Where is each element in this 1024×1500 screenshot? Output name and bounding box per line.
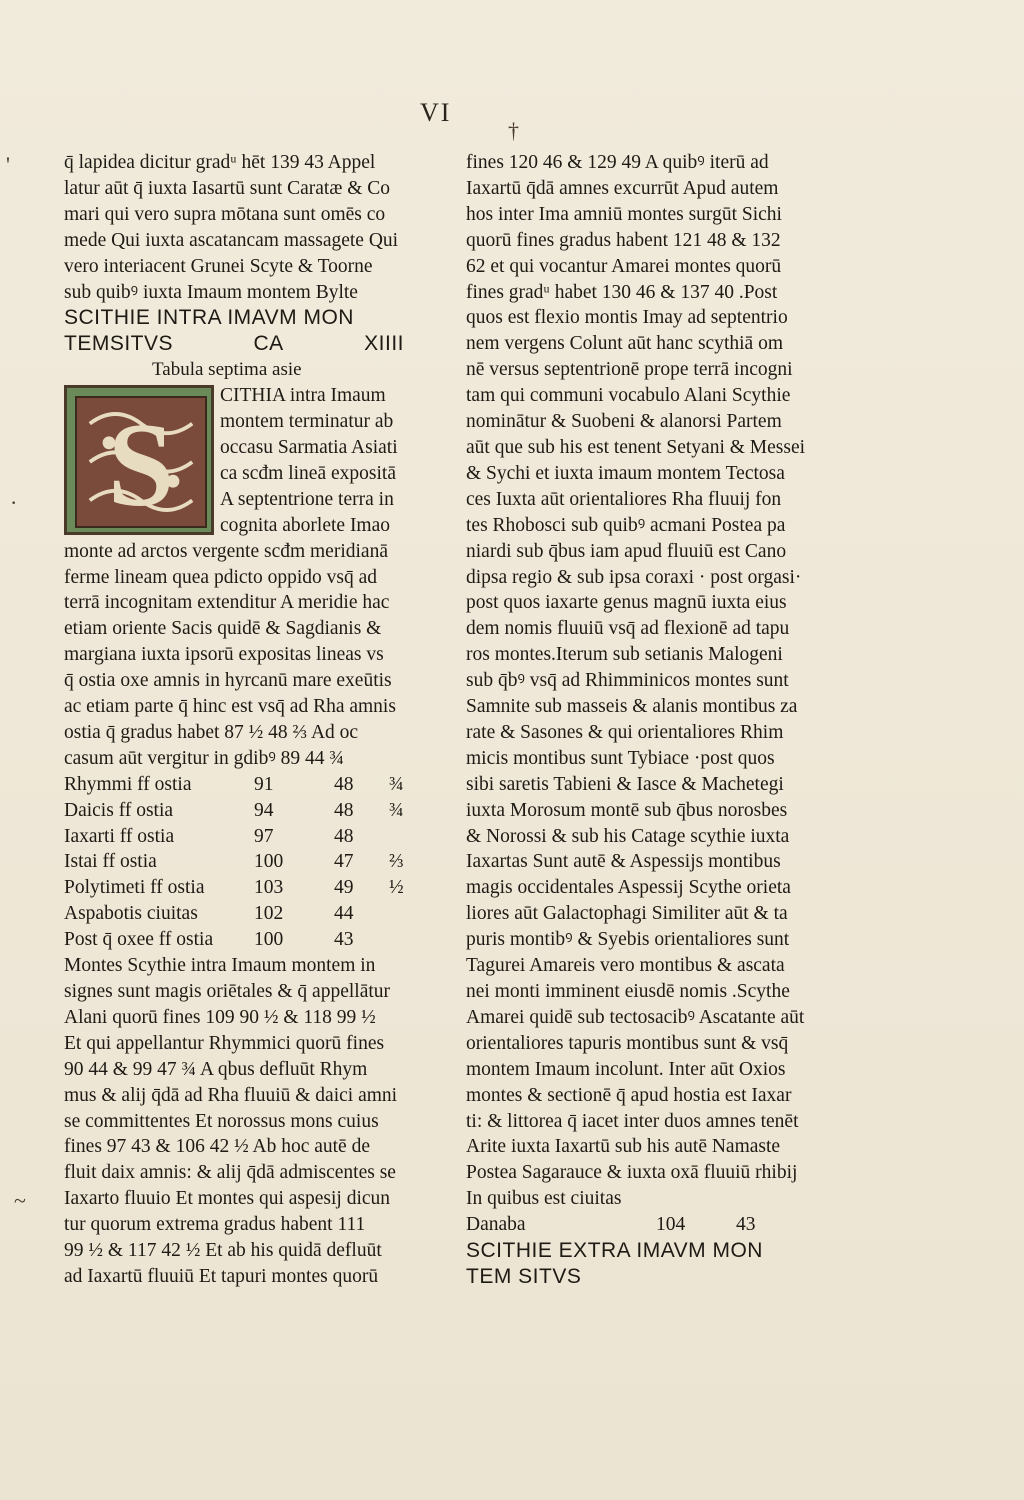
place-name: Aspabotis ciuitas [64,903,198,925]
city-entry [466,1212,806,1238]
text-line: Alani quorū fines 109 90 ½ & 118 99 ½ [64,1006,376,1028]
fraction: ¾ [389,773,404,795]
folio-number: VI [420,98,452,127]
left-lines-top [64,150,414,305]
table-row [64,824,414,850]
margin-mark: † [508,118,519,143]
longitude: 94 [254,799,274,821]
text-line: latur aūt q̄ iuxta Iasartū sunt Caratæ & Co [64,177,391,199]
text-line: Postea Sagarauce & iuxta oxā fluuiū rhibij [466,1162,798,1184]
text-line: & Sychi et iuxta imaum montem Tectosa [466,462,785,484]
text-line: niardi sub q̄bus iam apud fluuiū est Cano [466,540,787,562]
text-line: micis montibus sunt Tybiace ·post quos [466,747,775,769]
latitude: 44 [334,903,354,925]
text-line: sibi saretis Tabieni & Iasce & Machetegi [466,773,784,795]
table-row [64,901,414,927]
table-row [64,772,414,798]
text-line: rate & Sasones & qui orientaliores Rhim [466,721,784,743]
text-line: Iaxartū q̄dā amnes excurrūt Apud autem [466,177,779,199]
text-line: Iaxarto fluuio Et montes qui aspesij dicun [64,1188,391,1210]
latitude: 48 [334,825,354,847]
subheading: Tabula septima asie [152,359,302,381]
longitude: 100 [254,929,284,951]
place-name: Rhymmi ff ostia [64,773,192,795]
text-line: monte ad arctos vergente scđm meridianā [64,540,388,562]
chapter-heading: SCITHIE INTRA IMAVM MON [64,306,354,330]
longitude: 91 [254,773,274,795]
text-line: nei monti imminent eiusdē nomis .Scythe [466,981,790,1002]
longitude: 103 [254,877,284,899]
text-line: dipsa regio & sub ipsa coraxi · post orgasi· [466,566,802,588]
fraction [389,824,414,850]
text-line: mari qui vero supra mōtana sunt omēs co [64,203,386,225]
coordinates-table [64,772,414,953]
text-line: sub q̄bꝰ vsq̄ ad Rhimminicos montes sunt [466,670,789,692]
margin-mark: · [10,490,18,515]
text-line: & Norossi & sub his Catage scythie iuxta [466,825,790,847]
text-line: ad Iaxartū fluuiū Et tapuri montes quorū [64,1265,379,1287]
text-line: q̄ lapidea dicitur gradᵘ hēt 139 43 Appel [64,152,376,173]
text-line: ca scđm lineā expositā [220,462,396,484]
text-line: A septentrione terra in [220,488,394,510]
decorated-initial [64,385,214,535]
chapter-heading: SCITHIE EXTRA IMAVM MON [466,1239,763,1263]
city-latitude: 43 [736,1214,756,1236]
initial-block [64,383,414,538]
fraction [389,927,414,953]
text-line: fines gradᵘ habet 130 46 & 137 40 .Post [466,281,778,303]
text-line: CITHIA intra Imaum [220,385,386,407]
place-name: Istai ff ostia [64,851,157,873]
text-line: tam qui communi vocabulo Alani Scythie [466,385,791,407]
text-line: q̄ ostia oxe amnis in hyrcanū mare exeūtis [64,670,392,692]
latitude: 43 [334,929,354,951]
latitude: 48 [334,799,354,821]
text-line: post quos iaxarte genus magnū iuxta eius [466,592,787,614]
text-line: vero interiacent Grunei Scyte & Toorne [64,255,373,277]
chapter-heading-line2: TEM SITVS [466,1264,582,1288]
text-line: Iaxartas Sunt autē & Aspessijs montibus [466,851,781,873]
text-line: Arite iuxta Iaxartū sub his autē Namaste [466,1136,781,1158]
text-line: dem nomis fluuiū vsq̄ ad flexionē ad tapu [466,618,790,640]
chapter-heading-line2 [64,331,404,357]
text-line: nominātur & Suobeni & alanorsi Partem [466,411,782,433]
right-lines [466,150,806,1212]
fraction [389,901,414,927]
left-column [64,150,414,1290]
text-line: orientaliores tapuris montibus sunt & vsq̄ [466,1032,789,1054]
fraction: ⅔ [389,851,404,873]
text-line: Samnite sub masseis & alanis montibus za [466,696,798,718]
heading-part: CA [253,332,284,356]
text-line: montem Imaum incolunt. Inter aūt Oxios [466,1058,786,1080]
text-line: quos est flexio montis Imay ad septentrio [466,307,788,329]
text-line: 62 et qui vocantur Amarei montes quorū [466,255,782,277]
text-line: liores aūt Galactophagi Similiter aūt & ta [466,903,788,925]
text-line: ros montes.Iterum sub setianis Malogeni [466,644,783,666]
text-line: Montes Scythie intra Imaum montem in [64,955,376,977]
initial-letter: S [107,398,175,532]
text-line: Et qui appellantur Rhymmici quorū fines [64,1032,385,1054]
table-row [64,798,414,824]
text-line: fines 120 46 & 129 49 A quibꝰ iterū ad [466,152,769,173]
text-line: ti: & littorea q̄ iacet inter duos amnes tenēt [466,1110,799,1132]
heading-part: XIIII [364,332,404,356]
text-line: terrā incognitam extenditur A meridie hac [64,592,390,614]
text-line: iuxta Morosum montē sub q̄bus norosbes [466,799,788,821]
text-line: magis occidentales Aspessij Scythe orieta [466,877,791,899]
left-lines-mid [64,539,414,772]
initial-ornament [75,396,207,532]
fraction: ½ [389,877,404,899]
text-line: 99 ½ & 117 42 ½ Et ab his quidā defluūt [64,1240,382,1262]
latitude: 49 [334,877,354,899]
text-line: mede Qui iuxta ascatancam massagete Qui [64,229,399,251]
table-row [64,875,414,901]
text-line: hos inter Ima amniū montes surgūt Sichi [466,203,782,225]
city-name: Danaba [466,1214,526,1236]
place-name: Polytimeti ff ostia [64,877,205,899]
text-line: Tagurei Amareis vero montibus & ascata [466,955,785,977]
text-line: casum aūt vergitur in gdibꝰ 89 44 ¾ [64,747,345,769]
text-line: fines 97 43 & 106 42 ½ Ab hoc autē de [64,1136,370,1158]
longitude: 100 [254,851,284,873]
text-line: sub quibꝰ iuxta Imaum montem Bylte [64,281,358,303]
text-line: nē versus septentrionē prope terrā incogni [466,359,793,381]
text-line: ferme lineam quea pdicto oppido vsq̄ ad [64,566,377,588]
text-line: cognita aborlete Imao [220,514,391,536]
text-line: ac etiam parte q̄ hinc est vsq̄ ad Rha amnis [64,696,396,718]
table-row [64,849,414,875]
right-column [466,150,806,1290]
latitude: 47 [334,851,354,873]
margin-mark: ' [6,152,10,177]
text-line: ostia q̄ gradus habet 87 ½ 48 ⅔ Ad oc [64,721,359,743]
text-line: mus & alij q̄dā ad Rha fluuiū & daici amni [64,1084,398,1106]
text-line: 90 44 & 99 47 ¾ A qbus defluūt Rhym [64,1058,368,1080]
text-line: montes & sectionē q̄ apud hostia est Iaxar [466,1084,792,1106]
table-row [64,927,414,953]
margin-mark: ~ [14,1188,26,1213]
text-line: signes sunt magis oriētales & q̄ appellātur [64,981,391,1002]
text-line: aūt que sub his est tenent Setyani & Messei [466,436,806,458]
place-name: Post q̄ oxee ff ostia [64,929,214,951]
left-lines-bottom [64,953,414,1290]
text-line: nem vergens Colunt aūt hanc scythiā om [466,333,783,355]
text-line: tur quorum extrema gradus habent 111 [64,1214,366,1236]
fraction: ¾ [389,799,404,821]
initial-lines [220,383,414,538]
text-line: tes Rhobosci sub quibꝰ acmani Postea pa [466,514,786,536]
text-line: occasu Sarmatia Asiati [220,436,398,458]
text-line: montem terminatur ab [220,411,394,433]
text-line: fluit daix amnis: & alij q̄dā admiscentes se [64,1162,396,1184]
city-longitude: 104 [656,1214,686,1236]
text-line: In quibus est ciuitas [466,1188,622,1210]
text-line: puris montibꝰ & Syebis orientaliores sunt [466,929,790,951]
text-line: ces Iuxta aūt orientaliores Rha fluuij fon [466,488,782,510]
place-name: Iaxarti ff ostia [64,825,175,847]
place-name: Daicis ff ostia [64,799,174,821]
text-line: margiana iuxta ipsorū expositas lineas vs [64,644,384,666]
longitude: 97 [254,825,274,847]
heading-part: TEMSITVS [64,332,174,356]
text-line: etiam oriente Sacis quidē & Sagdianis & [64,618,382,640]
longitude: 102 [254,903,284,925]
text-line: Amarei quidē sub tectosacibꝰ Ascatante aūt [466,1006,805,1028]
text-line: se committentes Et norossus mons cuius [64,1110,379,1132]
latitude: 48 [334,773,354,795]
text-line: quorū fines gradus habent 121 48 & 132 [466,229,781,251]
